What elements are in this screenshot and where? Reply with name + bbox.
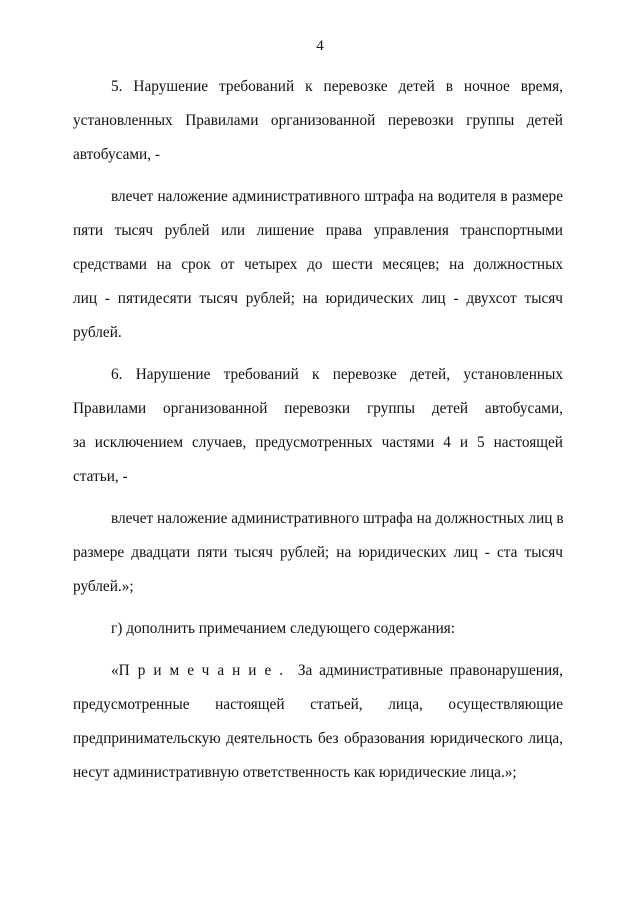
item5-sanction-line-5: рублей. <box>73 324 122 341</box>
item5-line-3: автобусами, - <box>73 146 160 163</box>
note-first-line-rest: За административные правонарушения, <box>291 662 563 679</box>
note-line-1 <box>73 654 563 688</box>
item5-line-2: установленных Правилами организованной перевозки группы детей <box>73 112 563 129</box>
note-line-2: предусмотренные настоящей статьей, лица, осуществляющие <box>73 696 563 713</box>
page-number: 4 <box>316 38 324 54</box>
item5-sanction-line-2: пяти тысяч рублей или лишение права управления транспортными <box>73 222 563 239</box>
note-heading: Примечание. <box>118 662 292 679</box>
item6-line-4: статьи, - <box>73 468 128 485</box>
item6-sanction-line-3: рублей.»; <box>73 578 134 595</box>
note-open-quote: « <box>111 662 119 679</box>
item5-line-1: 5. Нарушение требований к перевозке детей в ночное время, <box>111 78 563 95</box>
item5-sanction-line-4: лиц - пятидесяти тысяч рублей; на юридических лиц - двухсот тысяч <box>73 290 563 307</box>
item5-sanction-line-1: влечет наложение административного штрафа на водителя в размере <box>111 188 563 205</box>
item6-line-3: за исключением случаев, предусмотренных частями 4 и 5 настоящей <box>73 434 563 451</box>
note-line-3: предпринимательскую деятельность без образования юридического лица, <box>73 730 563 747</box>
item6-sanction-line-1: влечет наложение административного штрафа на должностных лиц в <box>111 510 564 527</box>
item6-line-1: 6. Нарушение требований к перевозке детей, установленных <box>111 366 563 383</box>
item-g-line: г) дополнить примечанием следующего содержания: <box>111 620 456 637</box>
item6-sanction-line-2: размере двадцати пяти тысяч рублей; на юридических лиц - ста тысяч <box>73 544 563 561</box>
note-line-4: несут административную ответственность как юридические лица.»; <box>73 764 517 781</box>
document-body <box>73 70 563 790</box>
item6-line-2: Правилами организованной перевозки группы детей автобусами, <box>73 400 563 417</box>
item5-sanction-line-3: средствами на срок от четырех до шести месяцев; на должностных <box>73 256 563 273</box>
